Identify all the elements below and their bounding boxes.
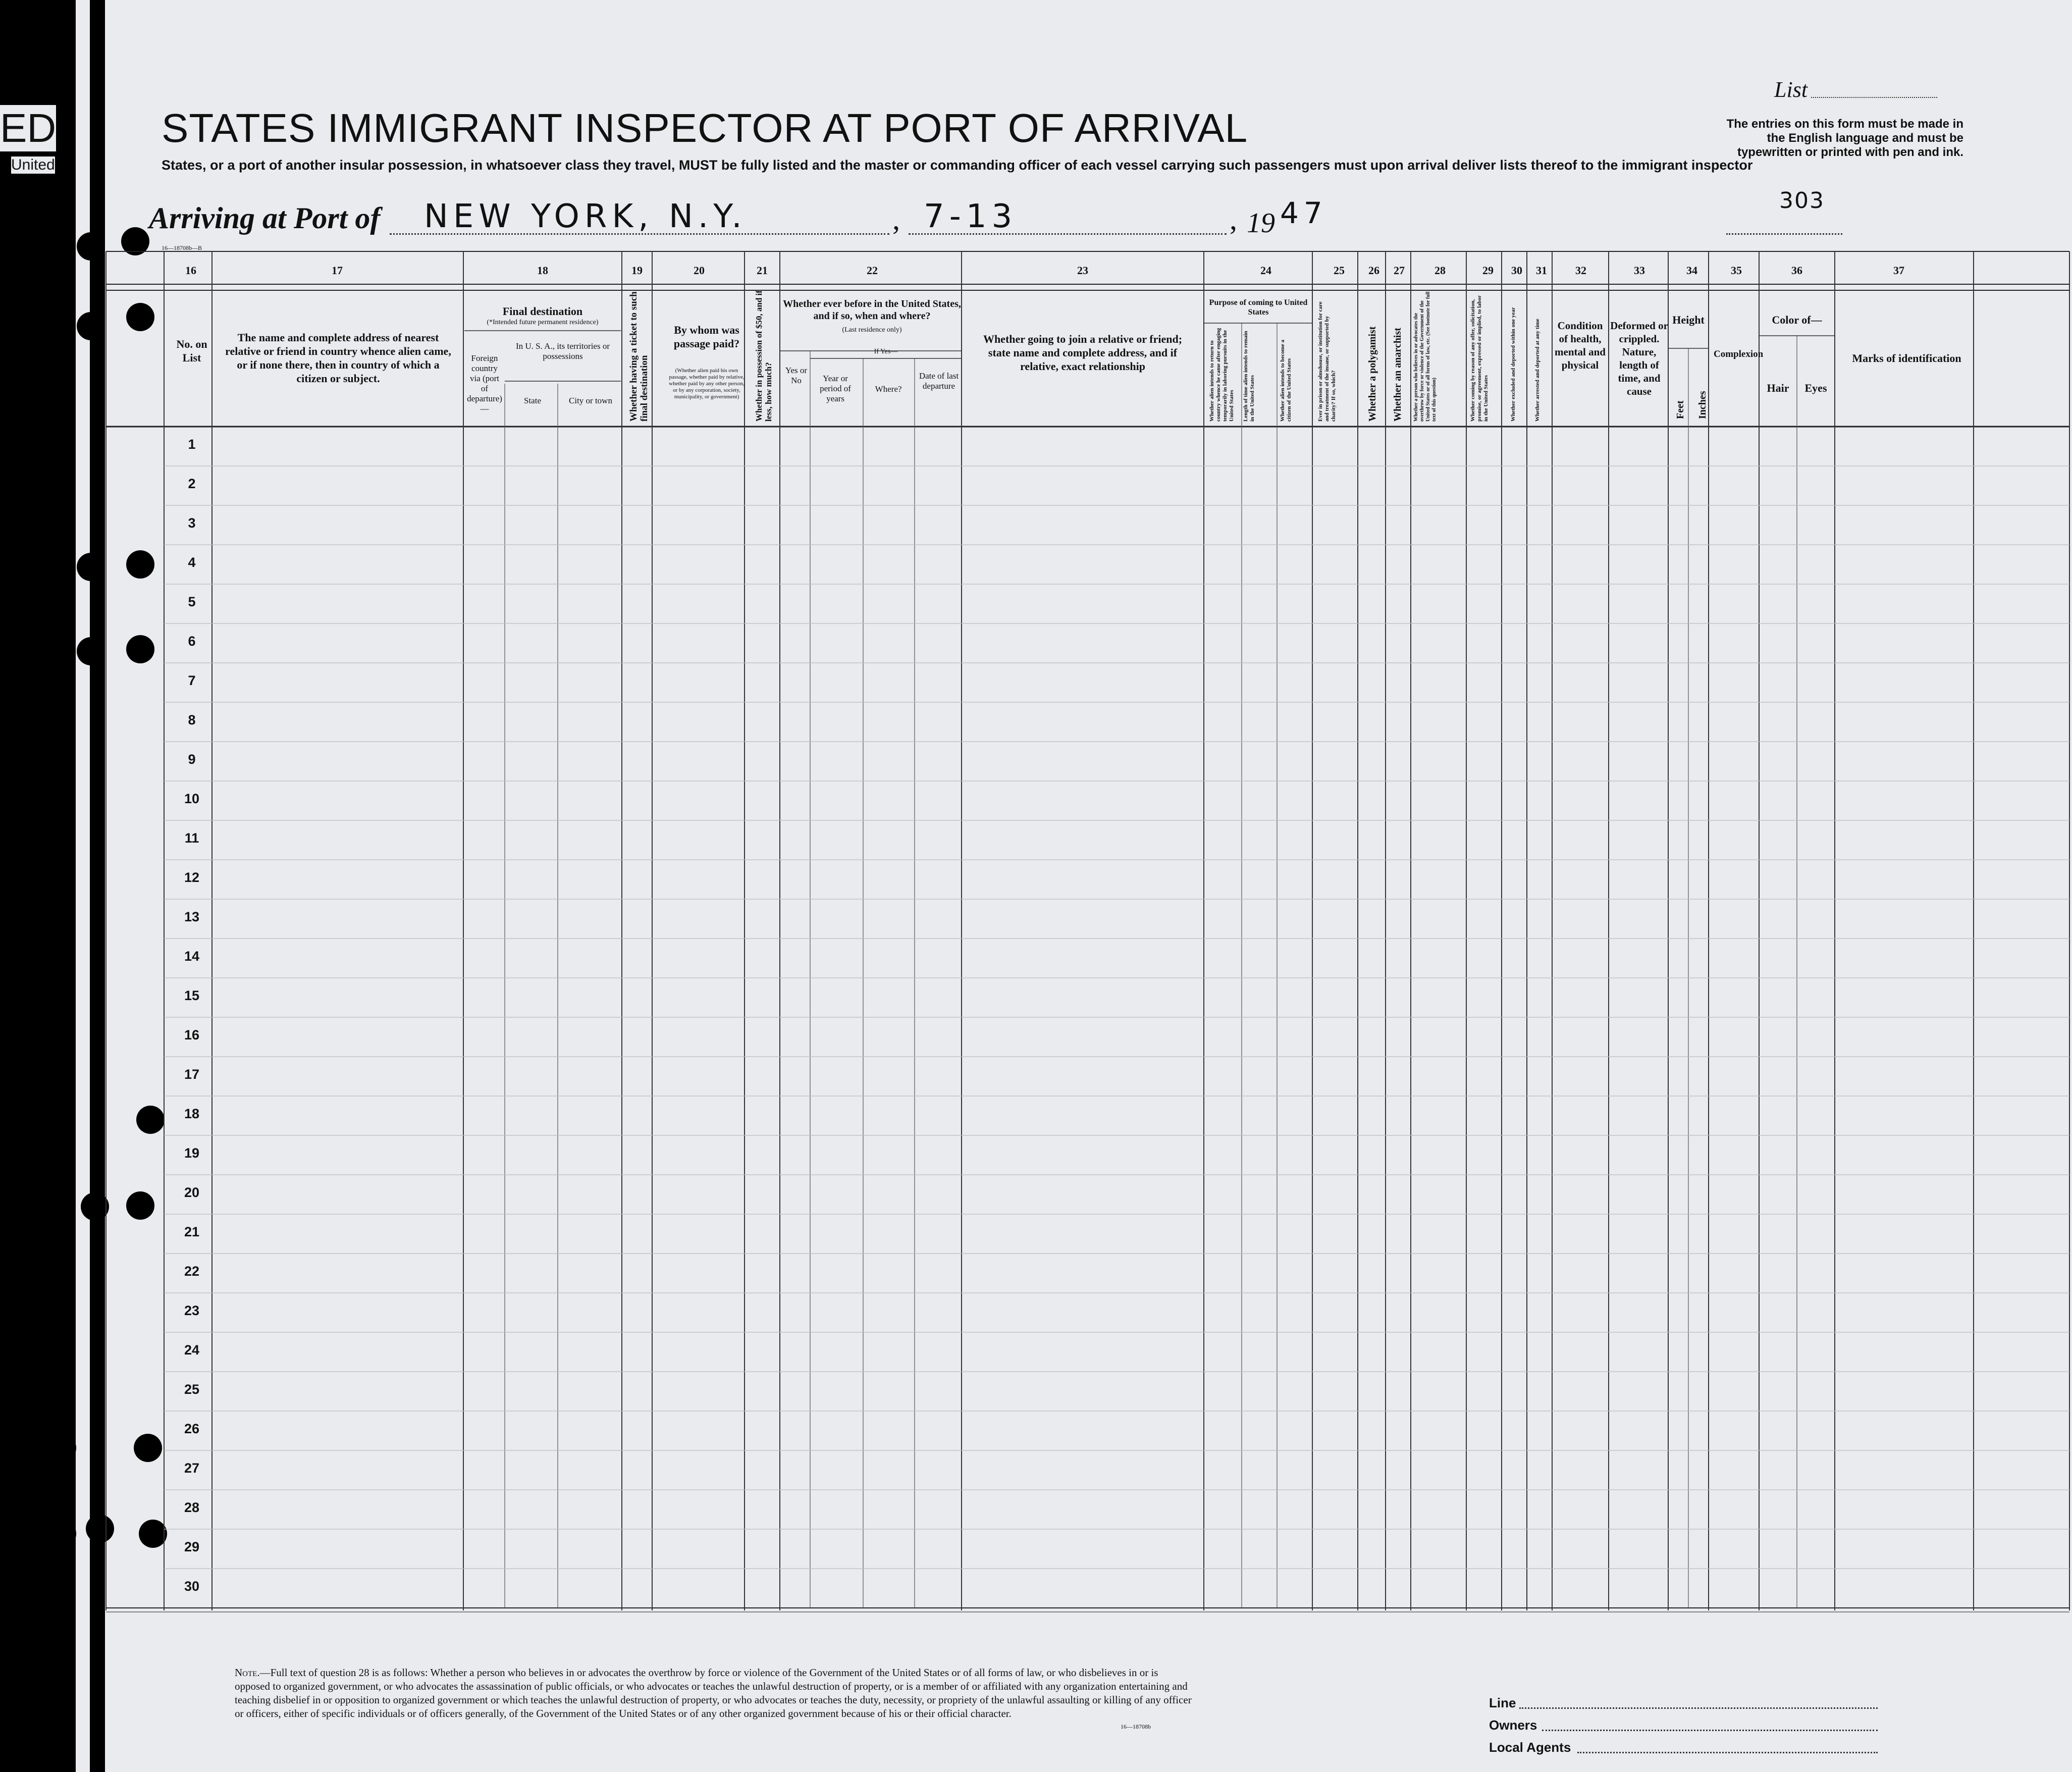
title-fragment: ED [0,106,57,150]
row-number: 8 [188,712,196,727]
header-feet: Feet [1675,400,1686,419]
header-anarchist: Whether an anarchist [1392,328,1403,422]
col-number: 36 [1791,264,1802,277]
form-instructions: States, or a port of another insular possession, in whatsoever class they travel, MUST be fully listed and the master or commanding officer of each vessel carrying such passengers must upon arrival deliver lists thereof to the immigrant inspector [162,158,1753,173]
header-prison: Ever in prison or almshouse, or institution for care and treatment of the insane, or supported by charity? If so, which? [1317,301,1337,422]
row-number: 22 [184,1264,200,1279]
header-arrested-deported: Whether arrested and deported at any time [1534,319,1540,422]
header-final-destination-sub: (*Intended future permanent residence) [487,319,599,326]
owners-label: Owners [1489,1717,1537,1733]
header-foreign-country: Foreign country via (port of departure)— [467,353,502,413]
col-number: 30 [1511,264,1522,277]
header-yes-or-no: Yes or No [785,366,808,385]
row-number: 24 [184,1342,200,1358]
col-number: 26 [1368,264,1379,277]
row-number: 16 [184,1027,200,1043]
col-number: 28 [1435,264,1446,277]
col-number: 32 [1575,264,1586,277]
line-label: Line [1489,1695,1516,1710]
row-number: 3 [188,515,196,531]
row-number: 14 [184,949,200,964]
header-overthrow: Whether a person who believes in or advocates the overthrow by force or violence of the Government of the United States or of all forms of law, etc. (See footnote for full text of this question) [1413,291,1437,422]
header-no-on-list: No. on List [176,338,207,364]
col-number: 37 [1893,264,1904,277]
header-ticket: Whether having a ticket to such final destination [628,291,650,422]
col-number: 27 [1394,264,1405,277]
row-number: 27 [184,1461,200,1476]
comma-separator: , [1230,202,1237,236]
header-ever-before-us: Whether ever before in the United States, and if so, when and where? [783,298,961,322]
header-hair: Hair [1767,382,1789,394]
header-final-destination: Final destination [502,305,583,318]
header-where: Where? [875,384,902,394]
header-excluded-deported: Whether excluded and deported within one year [1510,307,1516,422]
left-fragment-text: United [11,157,55,173]
header-height: Height [1672,314,1705,326]
header-passage-paid-sub: (Whether alien paid his own passage, whether paid by relative, whether paid by any other person, or by any corporation, society, municipality, or government) [669,368,745,400]
local-agents-label: Local Agents [1489,1740,1571,1755]
comma-separator: , [892,202,900,236]
row-number: 25 [184,1382,200,1397]
header-color-of: Color of— [1772,314,1822,326]
date-value: 7-13 [924,198,1018,235]
col-number: 34 [1686,264,1697,277]
row-number: 28 [184,1500,200,1515]
header-join-relative: Whether going to join a relative or friend; state name and complete address, and if relative, exact relationship [983,333,1183,373]
header-nearest-relative: The name and complete address of nearest relative or friend in country whence alien came, or if none there, then in country of which a citizen or subject. [225,331,451,385]
row-number: 15 [184,988,200,1003]
row-number: 18 [184,1106,200,1121]
row-number: 21 [184,1224,200,1239]
local-agents-field[interactable] [1577,1752,1878,1753]
header-polygamist: Whether a polygamist [1367,326,1378,422]
header-marks-identification: Marks of identification [1852,352,1961,364]
header-complexion: Complexion [1714,349,1764,359]
col-number: 29 [1482,264,1494,277]
header-purpose-return: Whether alien intends to return to country whence he came after engaging temporarily in laboring pursuits in the United States [1209,328,1235,422]
col-number: 19 [631,264,643,277]
col-number: 16 [185,264,196,277]
entries-note: The entries on this form must be made in the English language and must be typewritten or printed with pen and ink. [1726,117,1963,159]
row-number: 6 [188,634,196,649]
header-passage-paid: By whom was passage paid? [673,324,740,350]
form-code-bottom: 16—18708b [1121,1723,1151,1730]
list-label: List [1774,77,1808,102]
header-eyes: Eyes [1804,382,1827,394]
col-number: 23 [1077,264,1088,277]
row-number: 13 [184,909,200,924]
header-date-last-departure: Date of last departure [919,371,959,391]
header-city: City or town [569,396,612,405]
footnote-text: —Full text of question 28 is as follows: Whether a person who believes in or advocates the overthrow by force or violence of the Government of the United States or of all forms of law, or who disbelieves in or is opposed to organized government, or who advocates the assassination of public officials, or who advocates or teaches the unlawful destruction of property, or is a member of or affiliated with any organization entertaining and teaching disbelief in or opposition to organized government or which teaches the unlawful destruction of property, or who advocates or teaches the duty, necessity, or propriety of the unlawful assaulting or killing of any officer or officers, either of specific individuals or of officers generally, of the Government of the United States or of any other organized government because of his or their official character. [235,1666,1192,1719]
form-code-top: 16—18708b—B [162,244,202,251]
row-number: 17 [184,1067,200,1082]
row-number: 4 [188,555,196,570]
col-number: 20 [694,264,705,277]
header-purpose-citizen: Whether alien intends to become a citizen of the United States [1280,339,1292,422]
row-number: 7 [188,673,196,688]
year-prefix: 19 [1247,207,1275,239]
owners-field[interactable] [1542,1730,1878,1731]
row-number: 5 [188,594,196,609]
row-number: 19 [184,1145,200,1161]
header-year-period: Year or period of years [820,374,851,403]
row-number: 11 [184,830,199,846]
row-number: 30 [184,1579,200,1594]
col-number: 21 [757,264,768,277]
col-number: 35 [1731,264,1742,277]
header-purpose: Purpose of coming to United States [1209,298,1308,317]
col-number: 17 [332,264,343,277]
port-value: NEW YORK, N.Y. [424,198,747,235]
footnote-lead: Note. [235,1666,260,1679]
row-number: 12 [184,870,200,885]
row-number: 9 [188,752,196,767]
header-possession-50: Whether in possession of $50, and if less, how much? [754,290,773,422]
header-health: Condition of health, mental and physical [1555,320,1606,371]
header-in-usa: In U. S. A., its territories or possessions [515,341,610,361]
col-number: 33 [1634,264,1645,277]
col-number: 22 [867,264,878,277]
year-value: 47 [1280,196,1327,230]
header-purpose-length: Length of time alien intends to remain in the United States [1243,331,1255,422]
row-number: 2 [188,476,196,491]
header-state: State [524,396,541,405]
row-number: 20 [184,1185,200,1200]
row-number: 29 [184,1539,200,1554]
col-number: 18 [537,264,548,277]
row-number: 26 [184,1421,200,1436]
row-number: 1 [188,437,196,452]
col-number: 25 [1334,264,1345,277]
arriving-label: Arriving at Port of [149,201,381,235]
header-offer-labor: Whether coming by reason of any offer, solicitation, promise, or agreement, expressed or implied, to labor in the United States [1470,295,1489,422]
col-number: 31 [1536,264,1547,277]
header-inches: Inches [1697,391,1708,419]
row-number: 23 [184,1303,200,1318]
header-deformed: Deformed or crippled. Nature, length of time, and cause [1610,320,1668,397]
header-last-residence: (Last residence only) [842,326,902,334]
footnote [235,1666,1194,1721]
line-field[interactable] [1519,1707,1878,1709]
header-if-yes: If Yes— [874,348,898,355]
form-title: STATES IMMIGRANT INSPECTOR AT PORT OF ARRIVAL [162,106,1248,150]
row-number: 10 [184,791,200,806]
stamp-number: 303 [1779,188,1825,214]
col-number: 24 [1260,264,1271,277]
